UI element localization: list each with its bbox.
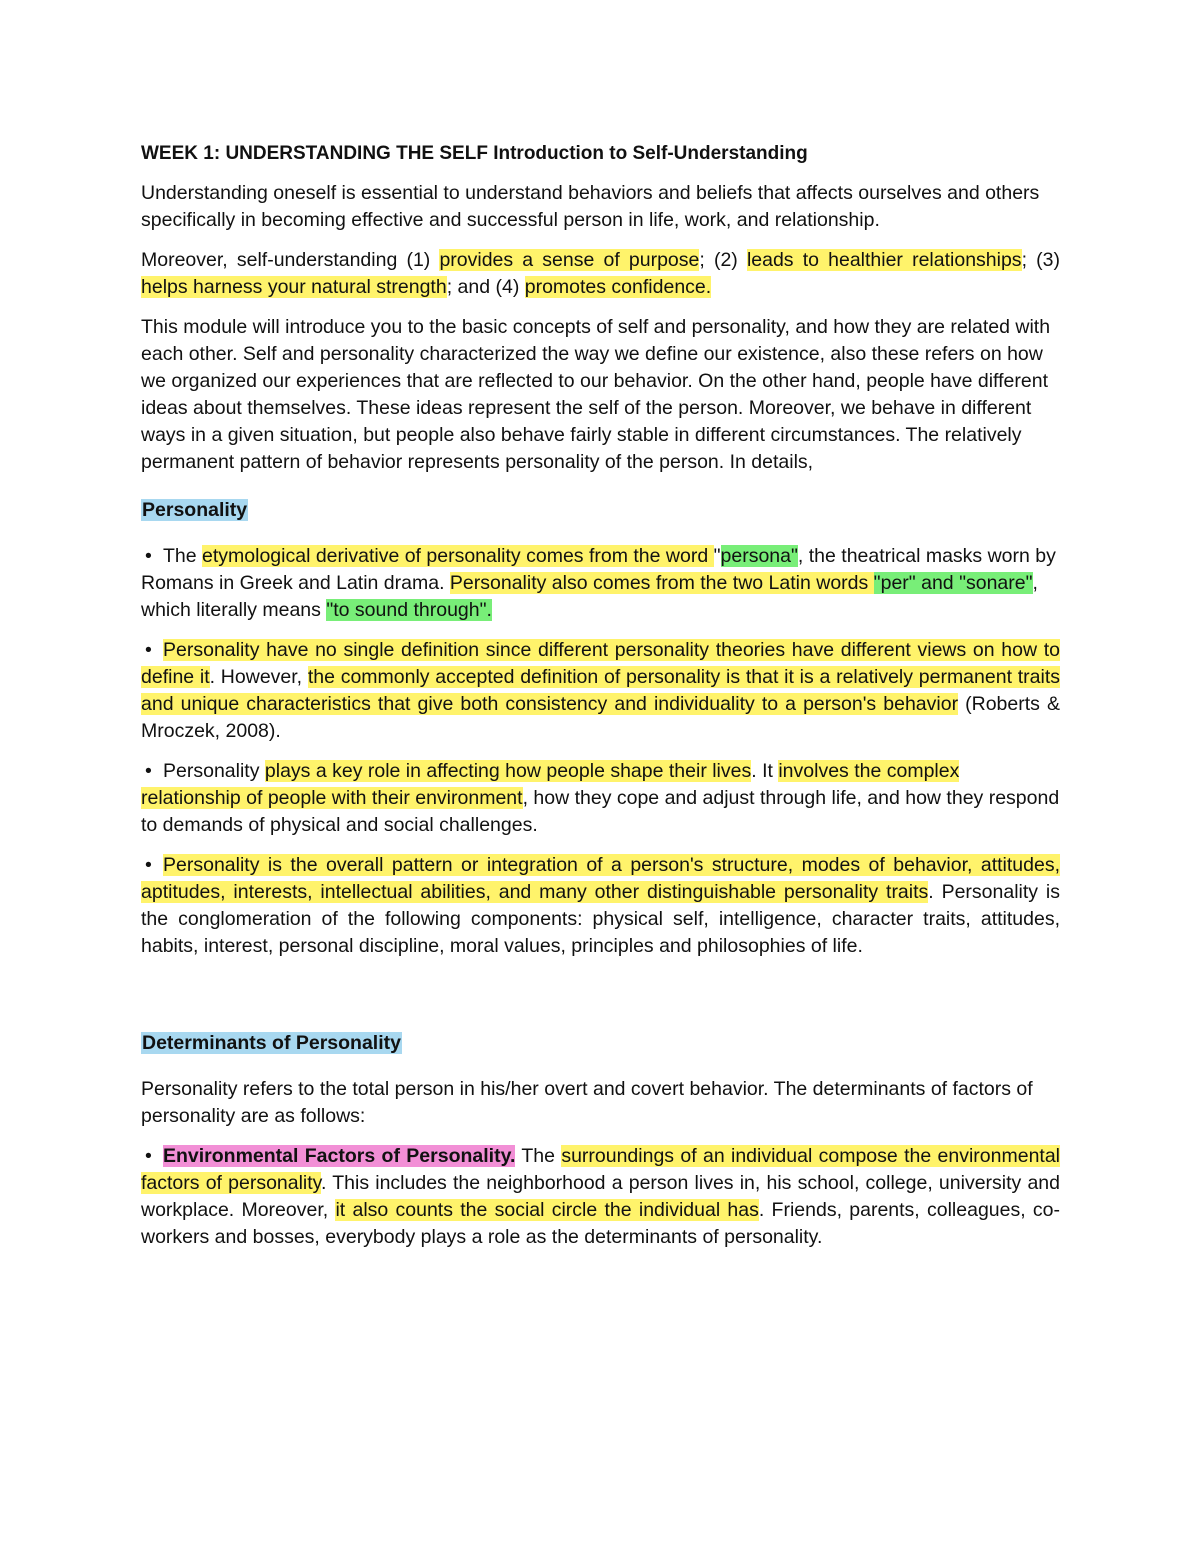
bullet-icon: •	[145, 760, 152, 782]
personality-bullet-4: • Personality is the overall pattern or integration of a person's structure, modes of behavior, attitudes, aptitudes, interests, intellectual abilities, and many other distinguishable personality traits. Personality is the conglomeration of the following components: physical self, intelligence, character traits, attitudes, habits, interest, personal discipline, moral values, principles and philosophies of life.	[141, 854, 1060, 957]
determinants-paragraph: Personality refers to the total person in his/her overt and covert behavior. The determinants of factors of personality are as follows:	[141, 1078, 1033, 1127]
bullet-icon: •	[145, 1145, 152, 1167]
environmental-factors-bullet: • Environmental Factors of Personality. The surroundings of an individual compose the environmental factors of personality. This includes the neighborhood a person lives in, his school, college, university and workplace. Moreover, it also counts the social circle the individual has. Friends, parents, colleagues, co-workers and bosses, everybody plays a role as the determinants of personality.	[141, 1145, 1061, 1248]
bullet-icon: •	[145, 854, 152, 876]
personality-bullet-1: • The etymological derivative of personality comes from the word "persona", the theatrical masks worn by Romans in Greek and Latin drama. Personality also comes from the two Latin words "per" and "sonare", which literally means "to sound through".	[141, 545, 1056, 621]
bullet-icon: •	[145, 545, 152, 567]
page-title: WEEK 1: UNDERSTANDING THE SELF Introduction to Self-Understanding	[141, 143, 808, 164]
personality-bullet-2: • Personality have no single definition since different personality theories have different views on how to define it. However, the commonly accepted definition of personality is that it is a relatively permanent traits and unique characteristics that give both consistency and individuality to a person's behavior (Roberts & Mroczek, 2008).	[141, 639, 1060, 742]
personality-bullet-3: • Personality plays a key role in affecting how people shape their lives. It involves the complex relationship of people with their environment, how they cope and adjust through life, and how they respond to demands of physical and social challenges.	[141, 760, 1060, 836]
intro-paragraph-3: This module will introduce you to the basic concepts of self and personality, and how they are related with each other. Self and personality characterized the way we define our existence, also these refers on how we organized our experiences that are reflected to our behavior. On the other hand, people have different ideas about themselves. These ideas represent the self of the person. Moreover, we behave in different ways in a given situation, but people also behave fairly stable in different circumstances. The relatively permanent pattern of behavior represents personality of the person. In details,	[141, 316, 1051, 473]
section-heading-determinants: Determinants of Personality	[142, 1032, 401, 1054]
bullet-icon: •	[145, 639, 152, 661]
section-heading-personality: Personality	[142, 499, 248, 521]
intro-paragraph-2: Moreover, self-understanding (1) provides a sense of purpose; (2) leads to healthier relationships; (3) helps harness your natural strength; and (4) promotes confidence.	[141, 249, 1060, 298]
intro-paragraph-1: Understanding oneself is essential to understand behaviors and beliefs that affects ourselves and others specifically in becoming effective and successful person in life, work, and relationship.	[141, 182, 1040, 231]
